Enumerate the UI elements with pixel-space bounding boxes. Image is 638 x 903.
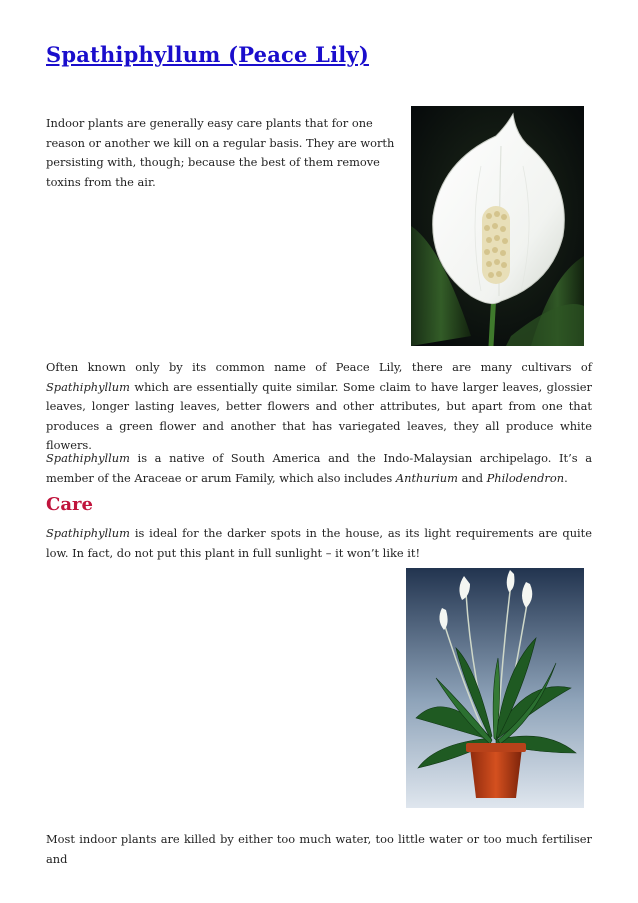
paragraph-watering: Most indoor plants are killed by either too much water, too little water or too much fertiliser and bbox=[46, 832, 592, 866]
text-segment: is ideal for the darker spots in the house, as its light requirements are quite low. In fact, do not put this plant in full sunlight – it won’t like it! bbox=[46, 526, 592, 560]
italic-term: Philodendron bbox=[486, 470, 565, 485]
italic-term: Anthurium bbox=[395, 470, 458, 485]
page-title[interactable]: Spathiphyllum (Peace Lily) bbox=[46, 42, 369, 67]
paragraph-care-light bbox=[46, 524, 592, 563]
text-segment: is a native of South America and the Indo-Malaysian archipelago. It’s a member of the Araceae or arum Family, which also includes bbox=[46, 451, 592, 485]
care-heading: Care bbox=[46, 494, 93, 515]
intro-paragraph: Indoor plants are generally easy care plants that for one reason or another we kill on a regular basis. They are worth persisting with, though; because the best of them remove toxins from the air. bbox=[46, 116, 395, 189]
paragraph-origin bbox=[46, 449, 592, 488]
text-segment: Often known only by its common name of Peace Lily, there are many cultivars of bbox=[46, 360, 592, 374]
peace-lily-potted-image bbox=[406, 568, 584, 808]
paragraph-cultivars bbox=[46, 358, 592, 456]
text-segment: . bbox=[564, 470, 568, 485]
italic-term: Spathiphyllum bbox=[46, 526, 130, 540]
text-segment: which are essentially quite similar. Some claim to have larger leaves, glossier leaves, longer lasting leaves, better flowers and other attributes, but apart from one that produces a green flower and another that has variegated leaves, they all produce white flowers. bbox=[46, 379, 592, 453]
peace-lily-flower-image bbox=[411, 106, 584, 346]
italic-term: Spathiphyllum bbox=[46, 379, 130, 394]
italic-term: Spathiphyllum bbox=[46, 451, 130, 465]
text-segment: and bbox=[457, 470, 487, 485]
